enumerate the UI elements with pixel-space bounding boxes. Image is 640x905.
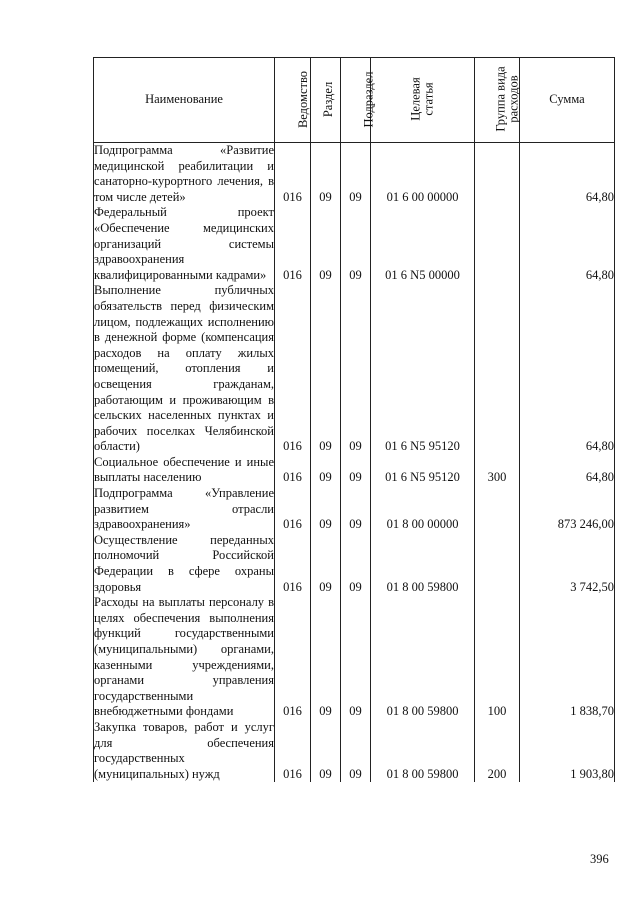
table-row: [94, 486, 615, 533]
row-podrazdel: 09: [341, 205, 371, 283]
row-gruppa: [475, 205, 520, 283]
row-razdel: 09: [311, 283, 341, 455]
row-vedomstvo: 016: [275, 533, 311, 595]
row-razdel: 09: [311, 533, 341, 595]
row-vedomstvo: 016: [275, 720, 311, 782]
row-razdel: 09: [311, 205, 341, 283]
row-name: Социальное обеспечение и иные выплаты населению: [94, 454, 274, 485]
row-celevaya: 01 8 00 00000: [371, 486, 475, 533]
row-celevaya: 01 8 00 59800: [371, 595, 475, 720]
row-podrazdel: 09: [341, 533, 371, 595]
row-gruppa: [475, 486, 520, 533]
row-podrazdel: 09: [341, 595, 371, 720]
row-gruppa: 100: [475, 595, 520, 720]
table-row: [94, 455, 615, 486]
header-row: [94, 58, 615, 143]
row-celevaya: 01 6 N5 95120: [371, 455, 475, 486]
table-row: [94, 720, 615, 782]
row-vedomstvo: 016: [275, 455, 311, 486]
header-gruppa: Группа вида расходов: [475, 58, 520, 143]
table-row: [94, 283, 615, 455]
row-name: Федеральный проект «Обеспечение медицинских организаций системы здравоохранения квалифицированными кадрами»: [94, 205, 274, 282]
row-summa: 1 903,80: [520, 720, 615, 782]
header-podrazdel: Подраздел: [341, 58, 371, 143]
row-razdel: 09: [311, 143, 341, 206]
row-name: Подпрограмма «Развитие медицинской реабилитации и санаторно-курортного лечения, в том числе детей»: [94, 143, 274, 204]
row-podrazdel: 09: [341, 283, 371, 455]
row-razdel: 09: [311, 595, 341, 720]
row-celevaya: 01 6 N5 95120: [371, 283, 475, 455]
row-celevaya: 01 8 00 59800: [371, 720, 475, 782]
row-summa: 873 246,00: [520, 486, 615, 533]
header-celevaya: Целевая статья: [371, 58, 475, 143]
header-summa: Сумма: [520, 58, 615, 143]
row-podrazdel: 09: [341, 486, 371, 533]
row-gruppa: 300: [475, 455, 520, 486]
table-row: [94, 143, 615, 206]
row-summa: 64,80: [520, 283, 615, 455]
header-vedomstvo: Ведомство: [275, 58, 311, 143]
row-summa: 3 742,50: [520, 533, 615, 595]
row-razdel: 09: [311, 455, 341, 486]
budget-table: [93, 57, 615, 782]
row-celevaya: 01 6 00 00000: [371, 143, 475, 206]
row-summa: 64,80: [520, 143, 615, 206]
row-name: Подпрограмма «Управление развитием отрасли здравоохранения»: [94, 486, 274, 532]
row-podrazdel: 09: [341, 143, 371, 206]
row-razdel: 09: [311, 486, 341, 533]
row-name: Осуществление переданных полномочий Российской Федерации в сфере охраны здоровья: [94, 532, 274, 594]
row-summa: 64,80: [520, 455, 615, 486]
row-summa: 64,80: [520, 205, 615, 283]
header-name: Наименование: [94, 58, 275, 143]
row-razdel: 09: [311, 720, 341, 782]
row-celevaya: 01 6 N5 00000: [371, 205, 475, 283]
row-gruppa: [475, 143, 520, 206]
row-name: Выполнение публичных обязательств перед физическим лицом, подлежащих исполнению в денежной форме (компенсация расходов на оплату жилых помещений, отопления и освещения гражданам, работающим и проживающим в сельских населенных пунктах и рабочих поселках Челябинской области): [94, 283, 274, 454]
row-vedomstvo: 016: [275, 486, 311, 533]
row-vedomstvo: 016: [275, 595, 311, 720]
row-summa: 1 838,70: [520, 595, 615, 720]
row-celevaya: 01 8 00 59800: [371, 533, 475, 595]
table-row: [94, 533, 615, 595]
page-number: 396: [590, 852, 609, 866]
row-podrazdel: 09: [341, 455, 371, 486]
row-vedomstvo: 016: [275, 205, 311, 283]
row-gruppa: 200: [475, 720, 520, 782]
row-vedomstvo: 016: [275, 283, 311, 455]
table-row: [94, 205, 615, 283]
row-podrazdel: 09: [341, 720, 371, 782]
table-row: [94, 595, 615, 720]
row-name: Закупка товаров, работ и услуг для обеспечения государственных (муниципальных) нужд: [94, 719, 274, 781]
header-razdel: Раздел: [311, 58, 341, 143]
row-vedomstvo: 016: [275, 143, 311, 206]
row-gruppa: [475, 533, 520, 595]
row-name: Расходы на выплаты персоналу в целях обеспечения выполнения функций государственными (муниципальными) органами, казенными учреждениями, органами управления государственными внебюджетными фондами: [94, 595, 274, 719]
row-gruppa: [475, 283, 520, 455]
